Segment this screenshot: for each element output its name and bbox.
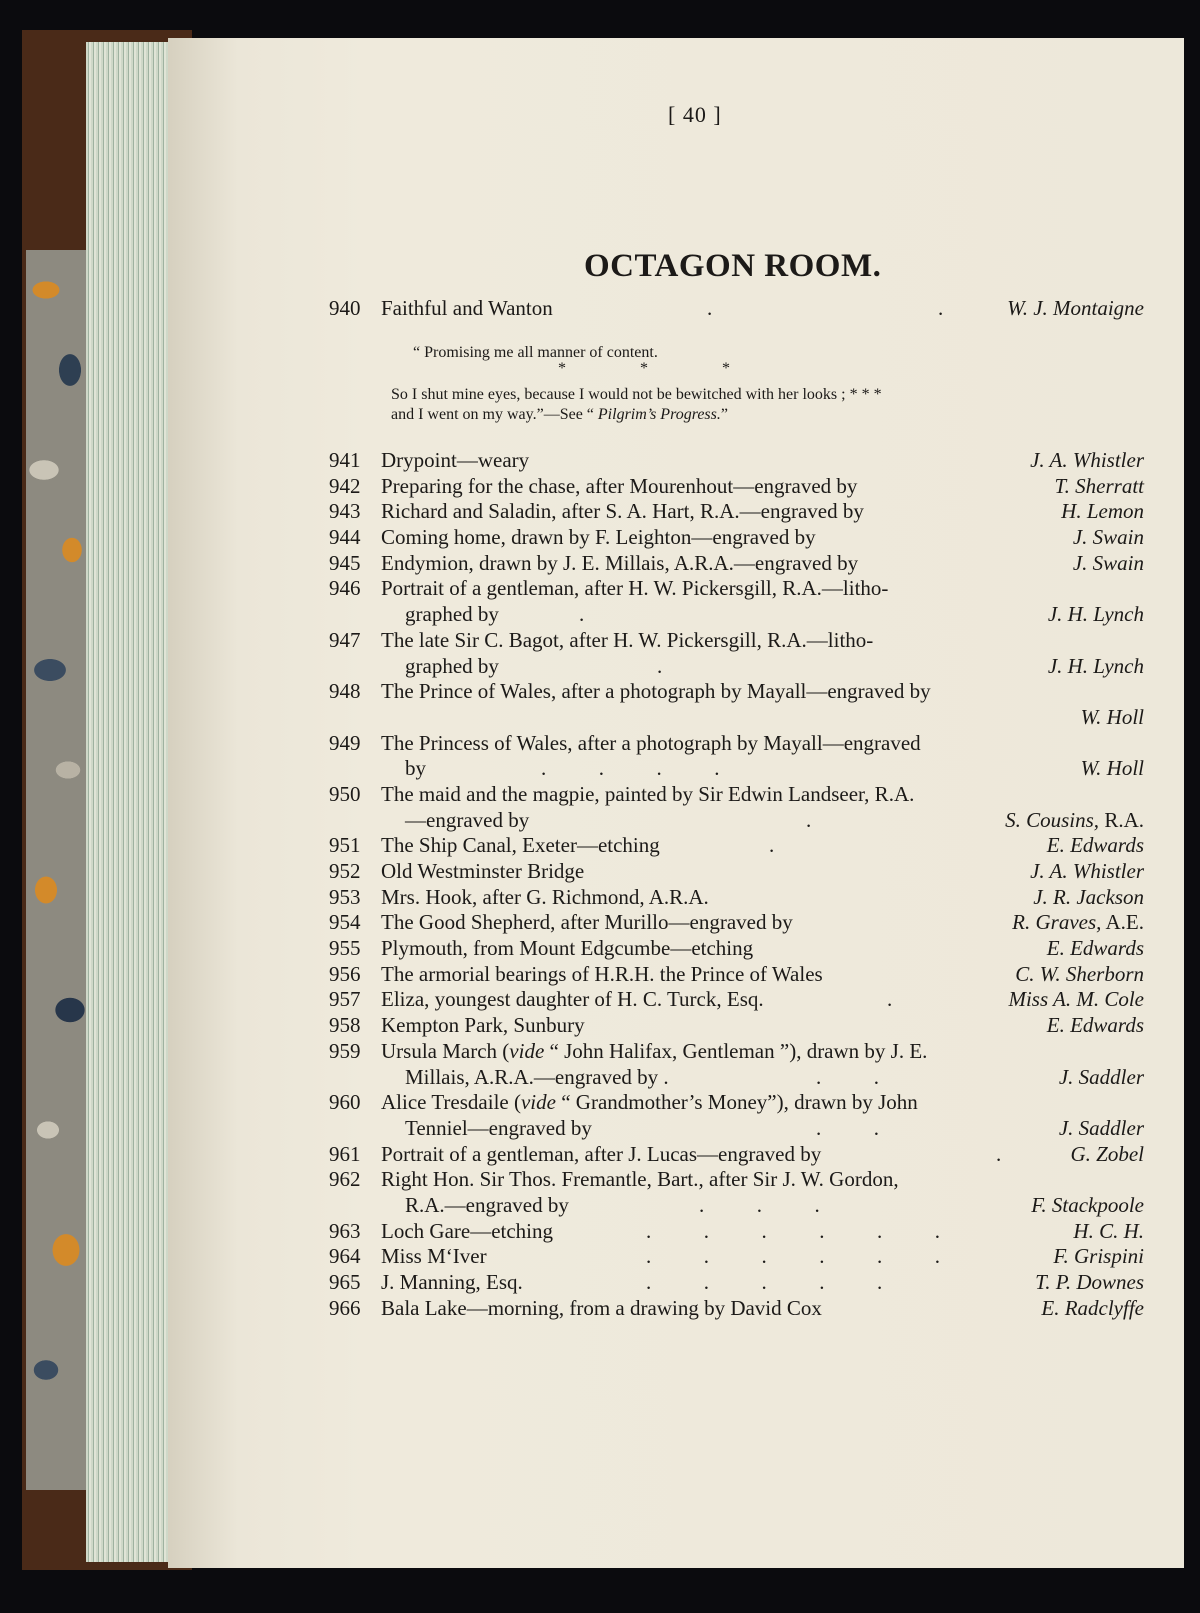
entry-number: 947: [329, 627, 361, 652]
entry-artist: H. Lemon: [1061, 499, 1144, 524]
entry-number: 960: [329, 1090, 361, 1115]
entry-number: 958: [329, 1013, 361, 1038]
entry-artist: J. Swain: [1072, 550, 1144, 575]
catalogue-entry-961: [329, 1142, 1144, 1168]
entry-number: 965: [329, 1270, 361, 1294]
entry-number: 957: [329, 987, 361, 1012]
entry-number: 946: [329, 576, 361, 601]
entry-number: 948: [329, 679, 361, 704]
entry-title-continued: Tenniel—engraved by: [405, 1115, 592, 1140]
entry-title: [381, 1090, 918, 1114]
catalogue-entry-959: [329, 1039, 1144, 1065]
entry-artist: [1012, 910, 1144, 936]
entry-number: 951: [329, 833, 361, 858]
leader-dots: . . . . .: [646, 1270, 883, 1294]
catalogue-entries: [329, 448, 1144, 1321]
title-text: “ John Halifax, Gentleman ”), drawn by J. E.: [544, 1038, 928, 1063]
entry-title: J. Manning, Esq.: [381, 1270, 523, 1294]
title-text: Ursula March (: [381, 1038, 510, 1063]
catalogue-entry-946: [329, 576, 1144, 602]
entry-title: Loch Gare—etching: [381, 1218, 554, 1243]
quote-line-2: So I shut mine eyes, because I would not be bewitched with her looks ; * * *: [391, 386, 882, 403]
entry-title: Portrait of a gentleman, after J. Lucas—engraved by: [381, 1141, 822, 1166]
entry-number: 963: [329, 1218, 361, 1243]
entry-artist: W. Holl: [1080, 756, 1144, 781]
entry-artist: F. Stackpoole: [1031, 1192, 1144, 1217]
quote-line-1: “ Promising me all manner of content.: [413, 344, 658, 361]
entry-artist: C. W. Sherborn: [1015, 961, 1144, 986]
entry-continuation: [329, 808, 1144, 834]
entry-title: Endymion, drawn by J. E. Millais, A.R.A.—engraved by: [381, 550, 859, 575]
title-italic: vide: [520, 1090, 556, 1115]
entry-number: 944: [329, 525, 361, 550]
entry-number: 964: [329, 1244, 361, 1269]
entry-number: 954: [329, 910, 361, 935]
leader-dots: .: [657, 653, 663, 678]
leader-dots: . .: [816, 1064, 879, 1089]
catalogue-entry-958: [329, 1013, 1144, 1039]
title-text: “ Grandmother’s Money”), drawn by John: [555, 1090, 918, 1115]
entry-artist: J. H. Lynch: [1047, 653, 1144, 678]
entry-title: Miss M‘Iver: [381, 1244, 487, 1269]
entry-title: [381, 1039, 927, 1063]
entry-artist: J. A. Whistler: [1030, 859, 1144, 883]
entry-number: 962: [329, 1167, 361, 1192]
entry-artist: E. Edwards: [1046, 833, 1144, 858]
entry-title-continued: by: [405, 756, 426, 781]
artist-title: R.A.: [1099, 807, 1144, 832]
catalogue-entry-957: [329, 987, 1144, 1013]
entry-title: The Good Shepherd, after Murillo—engraved by: [381, 910, 793, 935]
leader-dots: .: [806, 807, 812, 832]
catalogue-entry-950: [329, 782, 1144, 808]
catalogue-entry-960: [329, 1090, 1144, 1116]
entry-number: 949: [329, 730, 361, 755]
entry-title-continued: Millais, A.R.A.—engraved by .: [405, 1064, 669, 1089]
catalogue-entry-948: [329, 679, 1144, 705]
page-number: [ 40 ]: [668, 102, 722, 127]
catalogue-entry-951: [329, 833, 1144, 859]
catalogue-entry-942: [329, 474, 1144, 500]
title-italic: vide: [509, 1038, 545, 1063]
leader-dots: .: [938, 296, 944, 320]
entry-artist: J. R. Jackson: [1033, 884, 1144, 909]
catalogue-entry-940: [329, 296, 1144, 322]
entry-title: Plymouth, from Mount Edgcumbe—etching: [381, 936, 754, 961]
entry-number: 956: [329, 961, 361, 986]
entry-artist: J. Swain: [1072, 525, 1144, 550]
entry-artist: W. J. Montaigne: [1007, 296, 1144, 320]
catalogue-entry-943: [329, 499, 1144, 525]
entry-title: The Prince of Wales, after a photograph by Mayall—engraved by: [381, 679, 931, 704]
entry-title: Portrait of a gentleman, after H. W. Pickersgill, R.A.—litho-: [381, 576, 889, 601]
entry-artist: J. H. Lynch: [1047, 602, 1144, 627]
entry-artist: [1005, 808, 1144, 834]
entry-number: 966: [329, 1295, 361, 1320]
entry-title: Coming home, drawn by F. Leighton—engraved by: [381, 525, 816, 550]
quote-line-3: [391, 406, 728, 424]
leader-dots: . .: [816, 1115, 879, 1140]
catalogue-entry-947: [329, 628, 1144, 654]
artist-name: R. Graves,: [1012, 910, 1102, 935]
catalogue-entry-949: [329, 731, 1144, 757]
leader-dots: .: [707, 296, 713, 320]
leader-dots: .: [996, 1141, 1002, 1166]
quote-source-title: Pilgrim’s Progress.: [597, 406, 721, 423]
catalogue-entry-962: [329, 1167, 1144, 1193]
catalogue-entry-963: [329, 1219, 1144, 1245]
entry-artist: H. C. H.: [1073, 1218, 1144, 1243]
title-text: Alice Tresdaile (: [381, 1090, 521, 1115]
entry-number: 945: [329, 550, 361, 575]
leader-dots: . . . .: [541, 756, 720, 781]
leader-dots: .: [769, 833, 775, 858]
page-edges: [86, 42, 178, 1562]
entry-artist: J. A. Whistler: [1030, 448, 1144, 472]
catalogue-entry-953: [329, 885, 1144, 911]
entry-number: 940: [329, 296, 361, 320]
catalogue-entry-966: [329, 1296, 1144, 1322]
entry-number: 959: [329, 1038, 361, 1063]
leader-dots: .: [579, 602, 585, 627]
leader-dots: . . . . . .: [646, 1218, 940, 1243]
catalogue-entry-965: [329, 1270, 1144, 1296]
entry-title-continued: graphed by: [405, 602, 499, 627]
entry-number: 942: [329, 473, 361, 498]
leader-dots: . . . . . .: [646, 1244, 940, 1269]
entry-title-continued: R.A.—engraved by: [405, 1192, 569, 1217]
entry-title: Preparing for the chase, after Mourenhout—engraved by: [381, 473, 858, 498]
entry-title: Drypoint—weary: [381, 448, 530, 472]
entry-artist: Miss A. M. Cole: [1008, 987, 1144, 1012]
entry-number: 953: [329, 884, 361, 909]
entry-artist: E. Edwards: [1046, 1013, 1144, 1038]
leader-dots: . . .: [699, 1192, 820, 1217]
catalogue-entry-941: [329, 448, 1144, 474]
quote-text: ”: [720, 406, 728, 423]
entry-continuation: [329, 756, 1144, 782]
entry-continuation: [329, 1193, 1144, 1219]
artist-name: S. Cousins,: [1005, 807, 1100, 832]
entry-artist: T. Sherratt: [1054, 473, 1144, 498]
entry-continuation: [329, 602, 1144, 628]
entry-continuation: [329, 654, 1144, 680]
entry-number: 950: [329, 781, 361, 806]
entry-artist: E. Edwards: [1046, 936, 1144, 961]
entry-artist: J. Saddler: [1058, 1115, 1144, 1140]
entry-title: Richard and Saladin, after S. A. Hart, R.A.—engraved by: [381, 499, 864, 524]
entry-title: Old Westminster Bridge: [381, 859, 585, 883]
entry-title: The Princess of Wales, after a photograph by Mayall—engraved: [381, 730, 921, 755]
marbled-endpaper: [26, 250, 88, 1490]
entry-continuation: [329, 1065, 1144, 1091]
entry-number: 955: [329, 936, 361, 961]
entry-artist: G. Zobel: [1070, 1141, 1144, 1166]
entry-continuation: [329, 1116, 1144, 1142]
entry-artist: F. Grispini: [1053, 1244, 1144, 1269]
catalogue-entry-954: [329, 910, 1144, 936]
entry-artist: E. Radclyffe: [1041, 1295, 1144, 1320]
entry-title-continued: graphed by: [405, 653, 499, 678]
catalogue-entry-956: [329, 962, 1144, 988]
entry-artist: T. P. Downes: [1035, 1270, 1144, 1294]
quote-stars: * * *: [558, 360, 730, 377]
entry-title: Right Hon. Sir Thos. Fremantle, Bart., after Sir J. W. Gordon,: [381, 1167, 899, 1192]
entry-title-continued: —engraved by: [405, 807, 530, 832]
entry-artist: W. Holl: [1080, 704, 1144, 729]
entry-title: The late Sir C. Bagot, after H. W. Pickersgill, R.A.—litho-: [381, 627, 874, 652]
section-title: OCTAGON ROOM.: [584, 248, 882, 284]
artist-title: A.E.: [1101, 910, 1144, 935]
entry-number: 941: [329, 448, 361, 472]
entry-title: Bala Lake—morning, from a drawing by David Cox: [381, 1295, 822, 1320]
leader-dots: .: [887, 987, 893, 1012]
entry-title: The armorial bearings of H.R.H. the Prince of Wales: [381, 961, 823, 986]
quote-text: and I went on my way.”—See “: [391, 406, 598, 423]
entry-title: The Ship Canal, Exeter—etching: [381, 833, 660, 858]
entry-title: The maid and the magpie, painted by Sir Edwin Landseer, R.A.: [381, 781, 915, 806]
entry-title: Eliza, youngest daughter of H. C. Turck, Esq.: [381, 987, 764, 1012]
catalogue-entry-964: [329, 1244, 1144, 1270]
entry-continuation: [329, 705, 1144, 731]
entry-number: 961: [329, 1141, 361, 1166]
entry-title: Kempton Park, Sunbury: [381, 1013, 585, 1038]
entry-number: 952: [329, 859, 361, 883]
entry-title: Faithful and Wanton: [381, 296, 553, 320]
catalogue-entry-944: [329, 525, 1144, 551]
entry-artist: J. Saddler: [1058, 1064, 1144, 1089]
entry-number: 943: [329, 499, 361, 524]
catalogue-entry-945: [329, 551, 1144, 577]
entry-title: Mrs. Hook, after G. Richmond, A.R.A.: [381, 884, 709, 909]
catalogue-entry-955: [329, 936, 1144, 962]
catalogue-entry-952: [329, 859, 1144, 885]
